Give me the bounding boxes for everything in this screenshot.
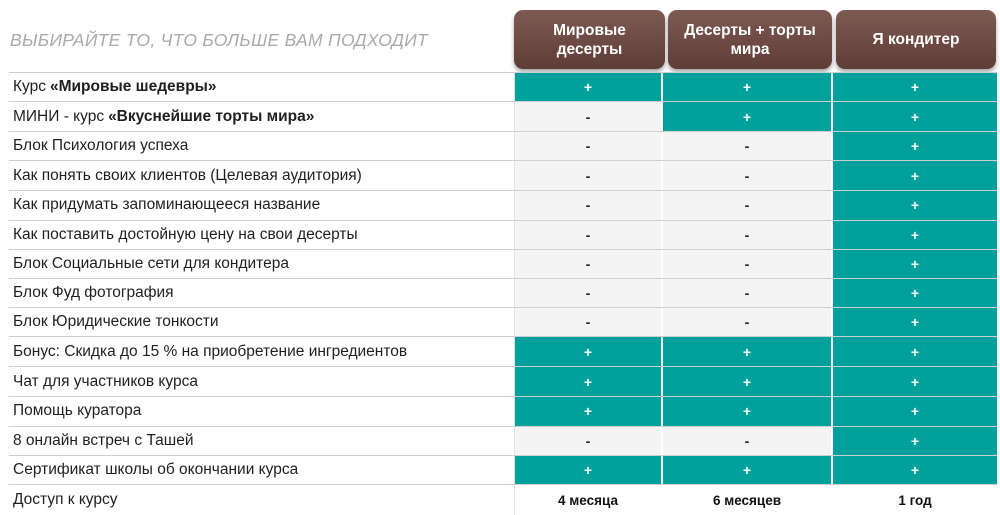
row-label: [9, 102, 515, 131]
included-mark: +: [515, 367, 661, 396]
not-included-mark: -: [515, 221, 661, 249]
table-row: [9, 427, 997, 456]
row-label-text: МИНИ - курс: [13, 107, 105, 125]
included-mark: +: [833, 132, 997, 160]
included-mark: +: [833, 367, 997, 396]
table-row: [9, 367, 997, 397]
table-row: [9, 337, 997, 367]
table-row: [9, 132, 997, 161]
included-mark: +: [833, 161, 997, 190]
included-mark: +: [663, 337, 831, 366]
row-label-text: Как придумать запоминающееся название: [13, 196, 321, 214]
included-mark: +: [663, 397, 831, 425]
table-row: [9, 102, 997, 132]
row-label: [9, 279, 515, 307]
table-row: [9, 73, 997, 102]
included-mark: +: [833, 279, 997, 307]
plan-name: Десерты + торты мира: [684, 21, 816, 58]
row-label-text: Блок Юридические тонкости: [13, 313, 219, 331]
row-label: [9, 132, 515, 160]
not-included-mark: -: [515, 427, 661, 455]
page-tagline: ВЫБИРАЙТЕ ТО, ЧТО БОЛЬШЕ ВАМ ПОДХОДИТ: [10, 30, 429, 50]
table-row: [9, 250, 997, 279]
included-mark: +: [833, 191, 997, 219]
row-label-text: Блок Социальные сети для кондитера: [13, 254, 289, 272]
row-label-course-name: «Мировые шедевры»: [49, 78, 217, 96]
row-label-text: Курс: [13, 78, 46, 96]
row-label: [9, 161, 515, 190]
table-row: [9, 308, 997, 337]
included-mark: +: [833, 221, 997, 249]
row-label-text: Как понять своих клиентов (Целевая аудитория): [13, 166, 362, 184]
row-label: [9, 308, 515, 336]
included-mark: +: [833, 397, 997, 425]
not-included-mark: -: [663, 250, 831, 278]
table-row: [9, 161, 997, 191]
included-mark: +: [833, 337, 997, 366]
plan-name: Мировые десерты: [553, 21, 626, 58]
table-row: [9, 279, 997, 308]
included-mark: +: [515, 397, 661, 425]
table-row: [9, 191, 997, 220]
table-row: [9, 397, 997, 426]
included-mark: +: [663, 102, 831, 131]
row-label-text: Помощь куратора: [13, 402, 142, 420]
row-label-text: Блок Психология успеха: [13, 137, 189, 155]
comparison-table: [9, 72, 997, 515]
not-included-mark: -: [515, 132, 661, 160]
table-row: [9, 456, 997, 485]
not-included-mark: -: [515, 161, 661, 190]
row-label: [9, 191, 515, 219]
included-mark: +: [833, 250, 997, 278]
plan-name: Я кондитер: [872, 31, 960, 48]
access-duration: 4 месяца: [515, 485, 661, 515]
table-row-access: [9, 485, 997, 515]
row-label: [9, 397, 515, 425]
not-included-mark: -: [515, 250, 661, 278]
row-label-text: Бонус: Скидка до 15 % на приобретение ингредиентов: [13, 342, 408, 360]
plan-header-world-desserts[interactable]: [514, 10, 665, 69]
included-mark: +: [833, 427, 997, 455]
row-label-course-name: «Вкуснейшие торты мира»: [108, 107, 315, 125]
included-mark: +: [515, 337, 661, 366]
not-included-mark: -: [663, 279, 831, 307]
access-duration: 6 месяцев: [663, 485, 831, 515]
included-mark: +: [663, 456, 831, 484]
access-duration: 1 год: [833, 485, 997, 515]
included-mark: +: [833, 308, 997, 336]
not-included-mark: -: [663, 191, 831, 219]
included-mark: +: [833, 73, 997, 101]
row-label: [9, 73, 515, 101]
included-mark: +: [663, 73, 831, 101]
included-mark: +: [833, 456, 997, 484]
row-label-text: Чат для участников курса: [13, 372, 198, 390]
included-mark: +: [515, 456, 661, 484]
row-label: [9, 427, 515, 455]
included-mark: +: [663, 367, 831, 396]
not-included-mark: -: [663, 132, 831, 160]
table-row: [9, 221, 997, 250]
not-included-mark: -: [663, 221, 831, 249]
plan-header-i-am-confectioner[interactable]: [836, 10, 996, 69]
plan-header-desserts-and-cakes[interactable]: [668, 10, 832, 69]
not-included-mark: -: [515, 308, 661, 336]
row-label: [9, 456, 515, 484]
not-included-mark: -: [663, 161, 831, 190]
row-label-text: Блок Фуд фотография: [13, 284, 174, 302]
included-mark: +: [515, 73, 661, 101]
row-label: Доступ к курсу: [9, 485, 515, 515]
row-label: [9, 337, 515, 366]
not-included-mark: -: [515, 279, 661, 307]
row-label-text: 8 онлайн встреч с Ташей: [13, 431, 194, 449]
not-included-mark: -: [663, 427, 831, 455]
not-included-mark: -: [515, 191, 661, 219]
row-label: [9, 221, 515, 249]
row-label-text: Сертификат школы об окончании курса: [13, 460, 299, 478]
not-included-mark: -: [515, 102, 661, 131]
included-mark: +: [833, 102, 997, 131]
row-label: [9, 250, 515, 278]
row-label-text: Как поставить достойную цену на свои десерты: [13, 225, 358, 243]
not-included-mark: -: [663, 308, 831, 336]
row-label: [9, 367, 515, 396]
